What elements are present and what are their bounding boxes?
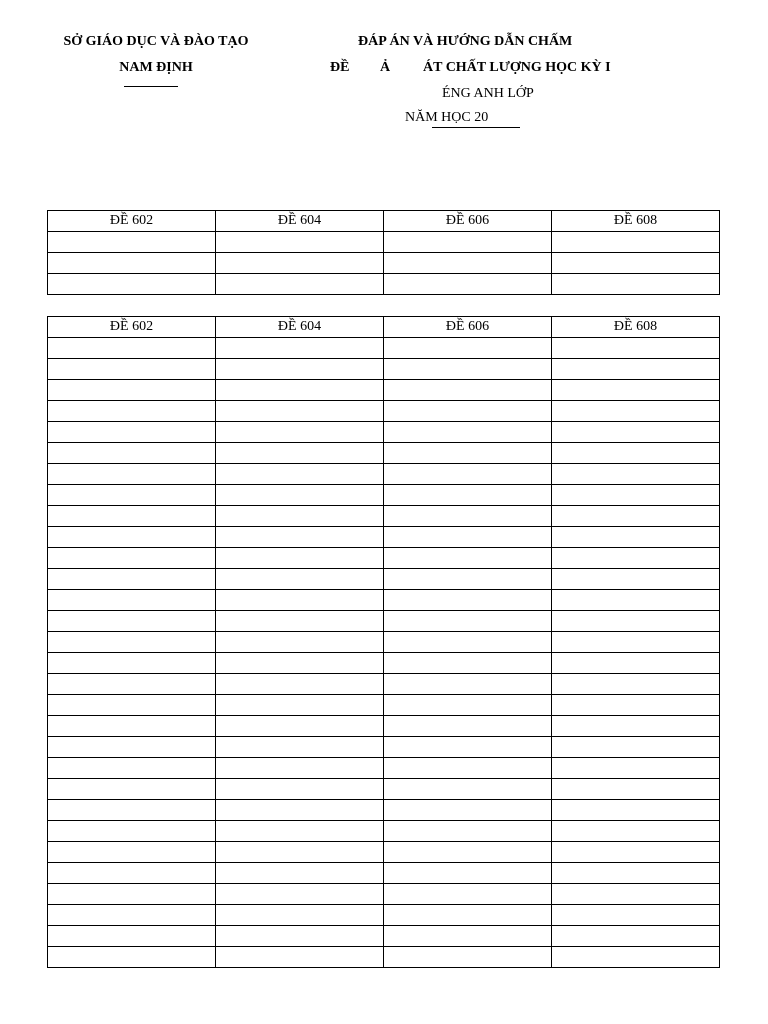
doc-title: ĐÁP ÁN VÀ HƯỚNG DẪN CHẤM bbox=[358, 34, 573, 49]
table-cell bbox=[48, 905, 216, 926]
table-header-row bbox=[48, 211, 720, 232]
table-row bbox=[48, 485, 720, 506]
table-cell bbox=[552, 338, 720, 359]
table-row bbox=[48, 884, 720, 905]
table-cell bbox=[384, 590, 552, 611]
table-row bbox=[48, 863, 720, 884]
table-cell bbox=[384, 926, 552, 947]
table-cell bbox=[216, 674, 384, 695]
table-cell bbox=[384, 338, 552, 359]
table-row bbox=[48, 695, 720, 716]
table-cell bbox=[552, 737, 720, 758]
table-cell bbox=[552, 716, 720, 737]
table-cell bbox=[48, 464, 216, 485]
table-cell bbox=[216, 632, 384, 653]
exam-title-part-a: ĐỀ bbox=[330, 60, 350, 75]
table-cell bbox=[552, 821, 720, 842]
table-cell bbox=[216, 527, 384, 548]
table-cell bbox=[384, 884, 552, 905]
table-row bbox=[48, 359, 720, 380]
column-header: ĐỀ 604 bbox=[216, 317, 384, 338]
table-cell bbox=[552, 905, 720, 926]
table-cell bbox=[552, 758, 720, 779]
table-cell bbox=[552, 548, 720, 569]
table-cell bbox=[48, 527, 216, 548]
table-cell bbox=[216, 338, 384, 359]
table-cell bbox=[216, 695, 384, 716]
table-cell bbox=[216, 590, 384, 611]
column-header: ĐỀ 602 bbox=[48, 317, 216, 338]
table-cell bbox=[48, 380, 216, 401]
table-cell bbox=[552, 611, 720, 632]
table-cell bbox=[384, 443, 552, 464]
table-cell bbox=[216, 443, 384, 464]
table-cell bbox=[552, 779, 720, 800]
table-cell bbox=[384, 653, 552, 674]
table-cell bbox=[552, 590, 720, 611]
table-row bbox=[48, 674, 720, 695]
table-cell bbox=[216, 716, 384, 737]
table-row bbox=[48, 464, 720, 485]
answer-table-2 bbox=[47, 316, 720, 968]
table-row bbox=[48, 758, 720, 779]
table-cell bbox=[48, 779, 216, 800]
table-cell bbox=[384, 274, 552, 295]
table-cell bbox=[384, 253, 552, 274]
column-header: ĐỀ 606 bbox=[384, 211, 552, 232]
table-cell bbox=[552, 274, 720, 295]
table-cell bbox=[216, 884, 384, 905]
table-cell bbox=[48, 548, 216, 569]
table-cell bbox=[216, 401, 384, 422]
table-row bbox=[48, 716, 720, 737]
table-row bbox=[48, 232, 720, 253]
table-cell bbox=[384, 422, 552, 443]
table-cell bbox=[216, 253, 384, 274]
table-cell bbox=[48, 401, 216, 422]
table-cell bbox=[216, 274, 384, 295]
table-cell bbox=[48, 632, 216, 653]
table-cell bbox=[552, 884, 720, 905]
table-cell bbox=[216, 737, 384, 758]
school-year: NĂM HỌC 20 bbox=[405, 110, 489, 125]
table-cell bbox=[48, 359, 216, 380]
table-cell bbox=[48, 569, 216, 590]
table-cell bbox=[48, 274, 216, 295]
table-cell bbox=[552, 485, 720, 506]
table-row bbox=[48, 779, 720, 800]
table-cell bbox=[552, 359, 720, 380]
province-name: NAM ĐỊNH bbox=[119, 60, 193, 75]
table-cell bbox=[216, 569, 384, 590]
table-cell bbox=[384, 800, 552, 821]
table-cell bbox=[216, 842, 384, 863]
table-cell bbox=[384, 611, 552, 632]
table-row bbox=[48, 401, 720, 422]
table-cell bbox=[48, 863, 216, 884]
subject-line: ÉNG ANH LỚP bbox=[442, 86, 534, 101]
table-cell bbox=[384, 905, 552, 926]
table-cell bbox=[384, 758, 552, 779]
table-cell bbox=[48, 674, 216, 695]
table-cell bbox=[552, 443, 720, 464]
table-cell bbox=[216, 947, 384, 968]
table-row bbox=[48, 611, 720, 632]
table-row bbox=[48, 443, 720, 464]
left-divider bbox=[124, 86, 178, 87]
table-cell bbox=[552, 653, 720, 674]
table-cell bbox=[552, 674, 720, 695]
table-cell bbox=[216, 800, 384, 821]
table-cell bbox=[216, 485, 384, 506]
table-cell bbox=[384, 569, 552, 590]
table-row bbox=[48, 632, 720, 653]
table-row bbox=[48, 842, 720, 863]
table-cell bbox=[552, 527, 720, 548]
table-cell bbox=[552, 926, 720, 947]
table-cell bbox=[216, 905, 384, 926]
table-cell bbox=[552, 947, 720, 968]
table-row bbox=[48, 380, 720, 401]
column-header: ĐỀ 604 bbox=[216, 211, 384, 232]
table-row bbox=[48, 422, 720, 443]
table-cell bbox=[48, 926, 216, 947]
column-header: ĐỀ 608 bbox=[552, 211, 720, 232]
table-cell bbox=[552, 253, 720, 274]
table-cell bbox=[48, 253, 216, 274]
table-row bbox=[48, 548, 720, 569]
table-cell bbox=[384, 232, 552, 253]
table-cell bbox=[552, 380, 720, 401]
table-cell bbox=[552, 842, 720, 863]
table-cell bbox=[552, 506, 720, 527]
exam-title-part-b: Ả bbox=[380, 60, 391, 75]
table-cell bbox=[552, 464, 720, 485]
table-cell bbox=[48, 590, 216, 611]
table-cell bbox=[384, 695, 552, 716]
table-cell bbox=[552, 695, 720, 716]
table-row bbox=[48, 653, 720, 674]
table-cell bbox=[48, 422, 216, 443]
table-cell bbox=[216, 232, 384, 253]
table-cell bbox=[384, 485, 552, 506]
table-cell bbox=[216, 926, 384, 947]
table-cell bbox=[384, 359, 552, 380]
table-cell bbox=[216, 548, 384, 569]
table-cell bbox=[48, 842, 216, 863]
table-cell bbox=[384, 737, 552, 758]
table-cell bbox=[48, 338, 216, 359]
table-row bbox=[48, 947, 720, 968]
table-cell bbox=[48, 716, 216, 737]
table-cell bbox=[552, 863, 720, 884]
table-cell bbox=[48, 947, 216, 968]
table-row bbox=[48, 800, 720, 821]
table-cell bbox=[552, 422, 720, 443]
table-row bbox=[48, 506, 720, 527]
school-year-underline bbox=[432, 127, 520, 128]
table-cell bbox=[384, 674, 552, 695]
table-cell bbox=[48, 443, 216, 464]
table-row bbox=[48, 905, 720, 926]
table-cell bbox=[552, 569, 720, 590]
table-cell bbox=[48, 611, 216, 632]
table-cell bbox=[216, 506, 384, 527]
table-cell bbox=[48, 800, 216, 821]
table-cell bbox=[384, 548, 552, 569]
table-cell bbox=[48, 884, 216, 905]
table-cell bbox=[216, 380, 384, 401]
column-header: ĐỀ 602 bbox=[48, 211, 216, 232]
table-cell bbox=[48, 653, 216, 674]
table-cell bbox=[384, 464, 552, 485]
table-cell bbox=[384, 947, 552, 968]
table-row bbox=[48, 338, 720, 359]
table-cell bbox=[552, 232, 720, 253]
table-cell bbox=[384, 863, 552, 884]
table-cell bbox=[216, 821, 384, 842]
table-cell bbox=[48, 695, 216, 716]
table-cell bbox=[48, 758, 216, 779]
table-cell bbox=[216, 422, 384, 443]
table-cell bbox=[48, 737, 216, 758]
table-cell bbox=[48, 485, 216, 506]
table-cell bbox=[216, 464, 384, 485]
table-row bbox=[48, 926, 720, 947]
table-header-row bbox=[48, 317, 720, 338]
table-cell bbox=[48, 506, 216, 527]
table-cell bbox=[384, 380, 552, 401]
table-cell bbox=[216, 779, 384, 800]
table-row bbox=[48, 253, 720, 274]
column-header: ĐỀ 608 bbox=[552, 317, 720, 338]
table-cell bbox=[384, 779, 552, 800]
table-cell bbox=[384, 632, 552, 653]
exam-title-part-c: ÁT CHẤT LƯỢNG HỌC KỲ I bbox=[423, 60, 611, 75]
table-row bbox=[48, 569, 720, 590]
table-row bbox=[48, 821, 720, 842]
table-cell bbox=[384, 527, 552, 548]
department-name: SỞ GIÁO DỤC VÀ ĐÀO TẠO bbox=[63, 34, 249, 49]
table-cell bbox=[552, 800, 720, 821]
table-cell bbox=[384, 842, 552, 863]
table-cell bbox=[216, 653, 384, 674]
table-cell bbox=[216, 611, 384, 632]
table-cell bbox=[384, 716, 552, 737]
table-cell bbox=[48, 821, 216, 842]
table-cell bbox=[216, 758, 384, 779]
table-row bbox=[48, 527, 720, 548]
table-cell bbox=[552, 632, 720, 653]
table-cell bbox=[384, 506, 552, 527]
column-header: ĐỀ 606 bbox=[384, 317, 552, 338]
table-cell bbox=[384, 821, 552, 842]
table-cell bbox=[552, 401, 720, 422]
table-row bbox=[48, 590, 720, 611]
table-cell bbox=[216, 359, 384, 380]
table-cell bbox=[216, 863, 384, 884]
table-cell bbox=[384, 401, 552, 422]
table-cell bbox=[48, 232, 216, 253]
table-row bbox=[48, 737, 720, 758]
answer-table-1 bbox=[47, 210, 720, 295]
table-row bbox=[48, 274, 720, 295]
